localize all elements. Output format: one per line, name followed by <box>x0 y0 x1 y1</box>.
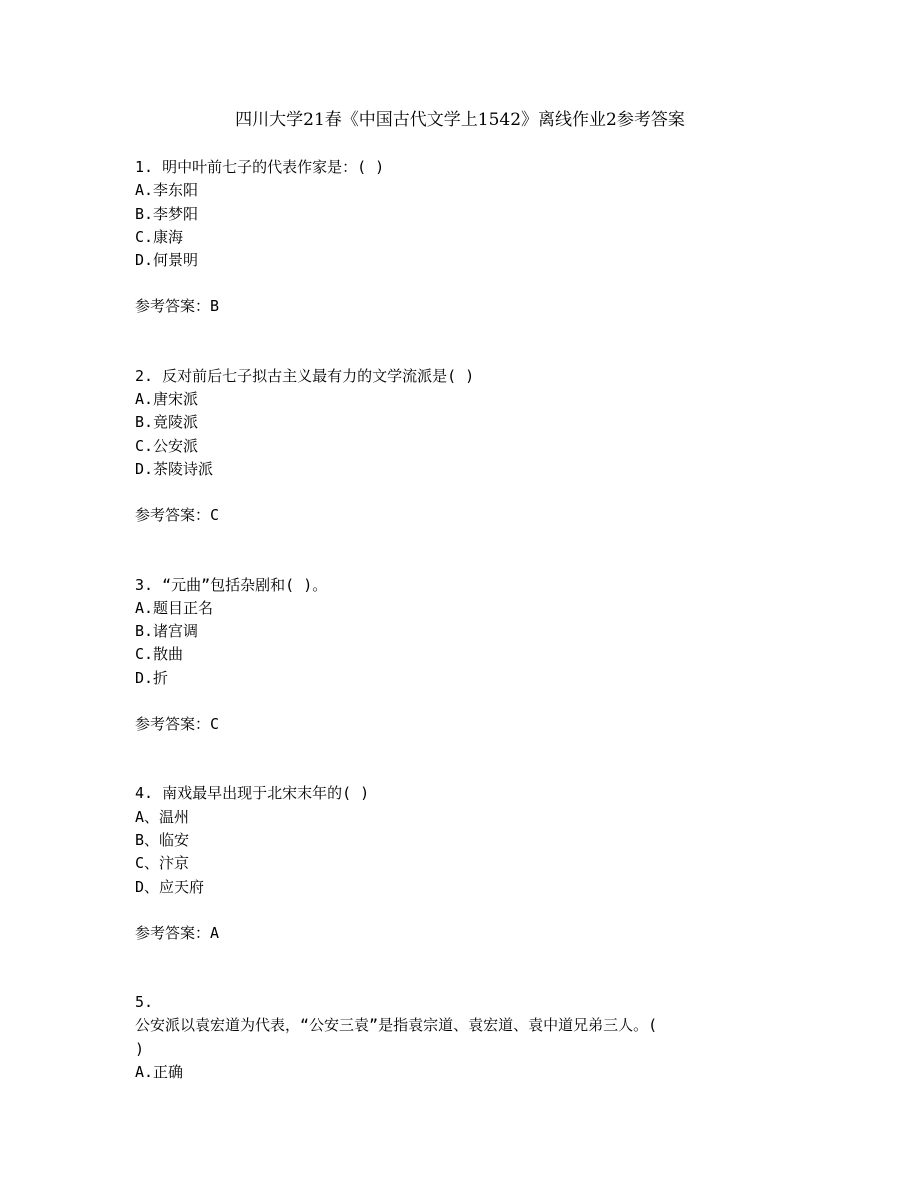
reference-answer: 参考答案：A <box>135 923 220 942</box>
option-a: A.题目正名 <box>135 598 214 617</box>
option-c: C、汴京 <box>135 854 190 873</box>
question-3 <box>135 574 795 737</box>
option-b: B、临安 <box>135 830 190 849</box>
option-a: A.正确 <box>135 1063 184 1082</box>
option-a: A.李东阳 <box>135 181 199 200</box>
option-c: C.公安派 <box>135 436 199 455</box>
question-stem: 3. “元曲”包括杂剧和( )。 <box>135 575 328 594</box>
option-a: A、温州 <box>135 807 190 826</box>
question-2 <box>135 365 795 528</box>
option-c: C.散曲 <box>135 645 184 664</box>
question-stem: 公安派以袁宏道为代表，“公安三袁”是指袁宗道、袁宏道、袁中道兄弟三人。( <box>135 1016 658 1035</box>
question-stem: 4. 南戏最早出现于北宋末年的( ) <box>135 784 370 803</box>
option-c: C.康海 <box>135 227 184 246</box>
option-d: D、应天府 <box>135 877 205 896</box>
question-number: 5. <box>135 993 154 1012</box>
reference-answer: 参考答案：C <box>135 506 220 525</box>
reference-answer: 参考答案：B <box>135 297 220 316</box>
option-d: D.折 <box>135 668 169 687</box>
option-d: D.何景明 <box>135 251 199 270</box>
question-stem: 2. 反对前后七子拟古主义最有力的文学流派是( ) <box>135 366 475 385</box>
question-4 <box>135 782 795 945</box>
page-title: 四川大学21春《中国古代文学上1542》离线作业2参考答案 <box>235 110 685 130</box>
question-list <box>135 156 795 1084</box>
option-b: B.李梦阳 <box>135 204 199 223</box>
option-b: B.诸宫调 <box>135 622 199 641</box>
question-5 <box>135 991 795 1084</box>
option-d: D.茶陵诗派 <box>135 459 214 478</box>
option-a: A.唐宋派 <box>135 390 199 409</box>
question-stem-continued: ) <box>135 1039 145 1058</box>
reference-answer: 参考答案：C <box>135 715 220 734</box>
question-1 <box>135 156 795 319</box>
option-b: B.竟陵派 <box>135 413 199 432</box>
question-stem: 1. 明中叶前七子的代表作家是：( ) <box>135 158 385 176</box>
